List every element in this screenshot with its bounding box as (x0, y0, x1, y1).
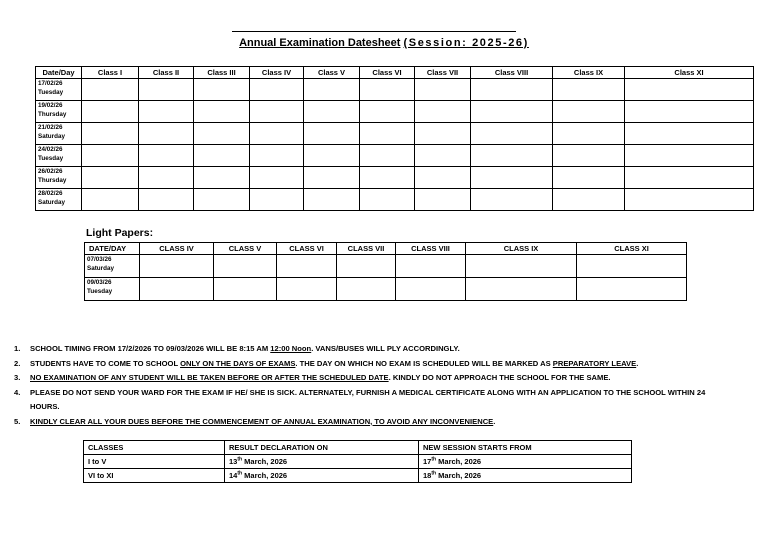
day: Tuesday (38, 89, 64, 96)
list-item (14, 371, 734, 386)
empty-cell (250, 167, 304, 189)
empty-cell (194, 79, 250, 101)
session-date-cell (419, 455, 632, 469)
item-number: 5. (14, 416, 21, 426)
title-top-rule (232, 31, 516, 32)
empty-cell (250, 123, 304, 145)
col-header-class-vi: Class VI (360, 67, 415, 79)
month-year: March, 2026 (436, 456, 482, 466)
empty-cell (194, 189, 250, 211)
empty-cell (360, 123, 415, 145)
result-declaration-table (83, 440, 632, 483)
empty-cell (277, 278, 337, 301)
empty-cell (360, 189, 415, 211)
date: 09/03/26 (87, 279, 112, 286)
empty-cell (625, 79, 754, 101)
table-row (36, 79, 754, 101)
note-underlined-text: KINDLY CLEAR ALL YOUR DUES BEFORE THE COMMENCEMENT OF ANNUAL EXAMINATION, TO AVOID ANY INCONVENIENCE (30, 416, 494, 426)
empty-cell (471, 145, 553, 167)
table-row (36, 145, 754, 167)
day: Thursday (38, 111, 67, 118)
col-header-result-declaration: RESULT DECLARATION ON (225, 441, 419, 455)
light-papers-title: Light Papers: (86, 227, 154, 239)
empty-cell (415, 167, 471, 189)
empty-cell (139, 145, 194, 167)
empty-cell (415, 123, 471, 145)
col-header-classes: CLASSES (84, 441, 225, 455)
col-header-class-ii: Class II (139, 67, 194, 79)
ordinal-suffix: th (237, 470, 243, 476)
col-header-date-day: DATE/DAY (85, 243, 140, 255)
empty-cell (139, 167, 194, 189)
empty-cell (471, 123, 553, 145)
note-underlined-text: PREPARATORY LEAVE (552, 358, 637, 368)
col-header-new-session: NEW SESSION STARTS FROM (419, 441, 632, 455)
empty-cell (140, 278, 214, 301)
empty-cell (304, 145, 360, 167)
empty-cell (625, 101, 754, 123)
date: 21/02/26 (38, 124, 63, 131)
light-papers-header-row (85, 243, 687, 255)
month-year: March, 2026 (436, 470, 482, 480)
day-number: 13 (229, 456, 238, 466)
list-item (14, 357, 734, 372)
month-year: March, 2026 (242, 470, 288, 480)
instructions-list (14, 342, 734, 429)
empty-cell (194, 167, 250, 189)
col-header-class-vii: Class VII (415, 67, 471, 79)
empty-cell (214, 278, 277, 301)
day: Saturday (38, 199, 65, 206)
day: Saturday (38, 133, 65, 140)
date: 28/02/26 (38, 190, 63, 197)
date-cell (85, 255, 140, 278)
date-cell (36, 189, 82, 211)
table-row (36, 101, 754, 123)
ordinal-suffix: th (237, 456, 243, 462)
col-header-class-ix: CLASS IX (466, 243, 577, 255)
date: 07/03/26 (87, 256, 112, 263)
note-underlined-text: ONLY ON THE DAYS OF EXAMS (180, 358, 296, 368)
empty-cell (194, 101, 250, 123)
note-text: . THE DAY ON WHICH NO EXAM IS SCHEDULED WILL BE MARKED AS (295, 358, 553, 368)
empty-cell (625, 123, 754, 145)
empty-cell (471, 167, 553, 189)
date: 24/02/26 (38, 146, 63, 153)
note-text: PLEASE DO NOT SEND YOUR WARD FOR THE EXAM IF HE/ SHE IS SICK. ALTERNATELY, FURNISH A MEDICAL CERTIFICATE ALONG WITH AN APPLICATION TO THE SCHOOL WITHIN 24 HOURS. (30, 387, 706, 411)
empty-cell (82, 167, 139, 189)
col-header-class-iv: Class IV (250, 67, 304, 79)
empty-cell (553, 189, 625, 211)
empty-cell (553, 79, 625, 101)
col-header-class-v: Class V (304, 67, 360, 79)
note-text: . KINDLY DO NOT APPROACH THE SCHOOL FOR THE SAME. (388, 373, 611, 382)
ordinal-suffix: th (431, 470, 437, 476)
list-item (14, 342, 734, 357)
date-cell (36, 167, 82, 189)
empty-cell (82, 123, 139, 145)
empty-cell (194, 145, 250, 167)
empty-cell (139, 123, 194, 145)
day: Tuesday (87, 288, 113, 295)
empty-cell (304, 79, 360, 101)
empty-cell (337, 255, 396, 278)
date-cell (36, 79, 82, 101)
empty-cell (415, 189, 471, 211)
note-text: SCHOOL TIMING FROM 17/2/2026 TO 09/03/2026 WILL BE 8:15 AM (30, 344, 271, 353)
light-papers-table (84, 242, 687, 301)
empty-cell (553, 167, 625, 189)
col-header-class-iv: CLASS IV (140, 243, 214, 255)
title-main: Annual Examination Datesheet (239, 37, 401, 49)
empty-cell (396, 255, 466, 278)
empty-cell (625, 145, 754, 167)
date-cell (36, 145, 82, 167)
datesheet-header-row (36, 67, 754, 79)
col-header-class-i: Class I (82, 67, 139, 79)
table-row (36, 123, 754, 145)
ordinal-suffix: th (431, 456, 437, 462)
month-year: March, 2026 (242, 456, 288, 466)
classes-cell: VI to XI (84, 469, 225, 483)
empty-cell (360, 167, 415, 189)
empty-cell (304, 101, 360, 123)
empty-cell (250, 189, 304, 211)
note-underlined-text: NO EXAMINATION OF ANY STUDENT WILL BE TAKEN BEFORE OR AFTER THE SCHEDULED DATE (30, 373, 389, 382)
empty-cell (139, 79, 194, 101)
item-number: 1. (14, 344, 21, 353)
empty-cell (553, 101, 625, 123)
empty-cell (214, 255, 277, 278)
col-header-class-xi: CLASS XI (577, 243, 687, 255)
empty-cell (553, 145, 625, 167)
empty-cell (471, 79, 553, 101)
result-date-cell (225, 469, 419, 483)
item-number: 4. (14, 387, 21, 397)
note-underlined-text: 12:00 Noon (270, 344, 312, 353)
empty-cell (82, 101, 139, 123)
col-header-class-vii: CLASS VII (337, 243, 396, 255)
empty-cell (277, 255, 337, 278)
date-cell (85, 278, 140, 301)
day-number: 17 (423, 456, 432, 466)
item-number: 3. (14, 373, 21, 382)
col-header-class-viii: Class VIII (471, 67, 553, 79)
day-number: 14 (229, 470, 238, 480)
empty-cell (577, 255, 687, 278)
empty-cell (304, 189, 360, 211)
datesheet-table (35, 66, 754, 211)
empty-cell (360, 145, 415, 167)
empty-cell (304, 167, 360, 189)
table-row (84, 469, 632, 483)
empty-cell (139, 101, 194, 123)
empty-cell (415, 145, 471, 167)
table-row (85, 278, 687, 301)
empty-cell (396, 278, 466, 301)
col-header-class-viii: CLASS VIII (396, 243, 466, 255)
col-header-date-day: Date/Day (36, 67, 82, 79)
page-title (0, 37, 768, 49)
note-text: . VANS/BUSES WILL PLY ACCORDINGLY. (311, 344, 460, 353)
item-number: 2. (14, 358, 21, 368)
empty-cell (625, 167, 754, 189)
empty-cell (140, 255, 214, 278)
day-number: 18 (423, 470, 432, 480)
title-session: (Session: 2025-26) (403, 37, 529, 49)
date: 19/02/26 (38, 102, 63, 109)
day: Tuesday (38, 155, 64, 162)
empty-cell (553, 123, 625, 145)
empty-cell (360, 101, 415, 123)
col-header-class-xi: Class XI (625, 67, 754, 79)
empty-cell (304, 123, 360, 145)
col-header-class-vi: CLASS VI (277, 243, 337, 255)
empty-cell (337, 278, 396, 301)
empty-cell (194, 123, 250, 145)
empty-cell (466, 278, 577, 301)
list-item (14, 386, 734, 415)
date: 17/02/26 (38, 80, 63, 87)
day: Saturday (87, 265, 114, 272)
empty-cell (82, 145, 139, 167)
empty-cell (415, 79, 471, 101)
note-text: . (493, 416, 496, 426)
table-row (85, 255, 687, 278)
col-header-class-ix: Class IX (553, 67, 625, 79)
list-item (14, 415, 734, 430)
note-text: STUDENTS HAVE TO COME TO SCHOOL (30, 358, 181, 368)
table-row (36, 189, 754, 211)
empty-cell (471, 101, 553, 123)
empty-cell (466, 255, 577, 278)
empty-cell (471, 189, 553, 211)
empty-cell (250, 79, 304, 101)
date: 26/02/26 (38, 168, 63, 175)
empty-cell (577, 278, 687, 301)
day: Thursday (38, 177, 67, 184)
empty-cell (625, 189, 754, 211)
date-cell (36, 101, 82, 123)
result-header-row (84, 441, 632, 455)
col-header-class-iii: Class III (194, 67, 250, 79)
session-date-cell (419, 469, 632, 483)
col-header-class-v: CLASS V (214, 243, 277, 255)
empty-cell (250, 101, 304, 123)
empty-cell (250, 145, 304, 167)
empty-cell (82, 189, 139, 211)
note-text: . (636, 358, 639, 368)
classes-cell: I to V (84, 455, 225, 469)
empty-cell (139, 189, 194, 211)
table-row (36, 167, 754, 189)
empty-cell (360, 79, 415, 101)
table-row (84, 455, 632, 469)
result-date-cell (225, 455, 419, 469)
empty-cell (82, 79, 139, 101)
empty-cell (415, 101, 471, 123)
date-cell (36, 123, 82, 145)
